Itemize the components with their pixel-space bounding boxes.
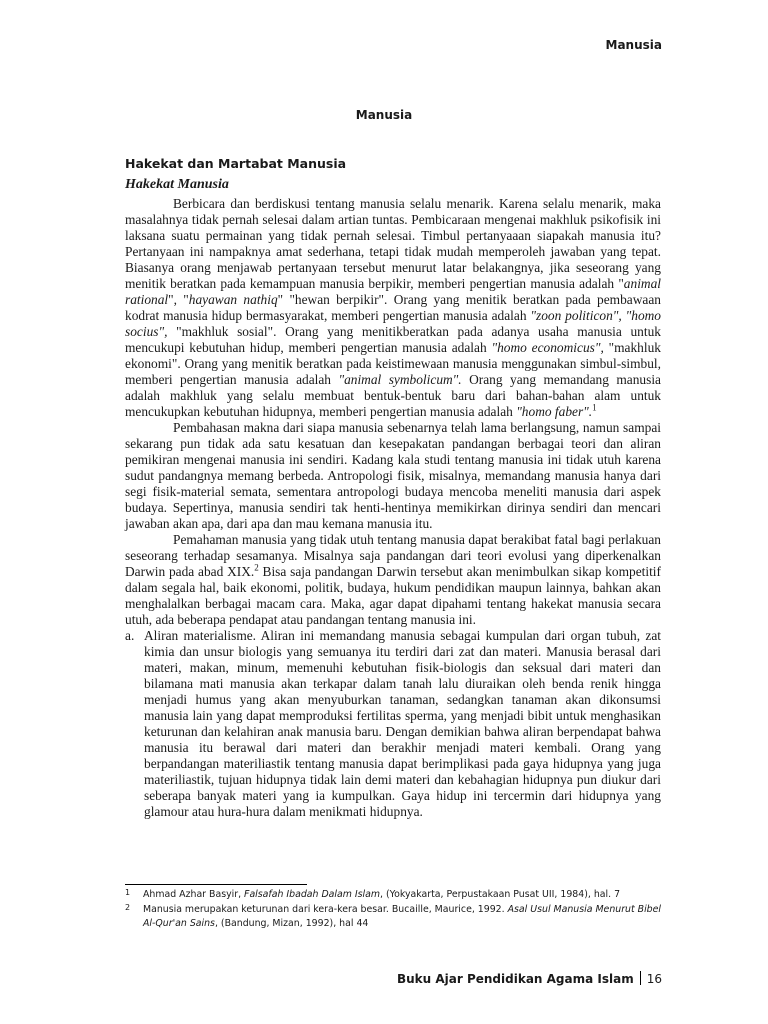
footnote-text: Ahmad Azhar Basyir, <box>143 889 245 900</box>
footnote-number: 1 <box>125 888 131 897</box>
list-marker: a. <box>125 628 135 643</box>
text-run: "makhluk ekonomi". Orang yang menitik beratkan pada keistimewaan manusia menggunakan simbul-simbul, memberi pengertian manusia adalah <box>125 340 661 387</box>
footnote-2 <box>125 903 661 932</box>
paragraph-3 <box>125 532 661 628</box>
italic-term: "homo faber". <box>516 404 593 419</box>
paragraph-2: Pembahasan makna dari siapa manusia sebenarnya telah lama berlangsung, namun sampai sekarang pun tidak ada satu kesatuan dan kesepakatan pandangan berbagai teori dan aliran pemikiran mengenai manusia ini sendiri. Kadang kala studi tentang manusia ini tidak utuh karena sudut pandangnya memang berbeda. Antropologi fisik, misalnya, memandang manusia hanya dari segi fisik-material semata, sementara antropologi budaya mencoba meneliti manusia dari aspek budaya. Sepertinya, manusia sendiri tak henti-hentinya memikirkan dirinya sendiri dan mencari jawaban akan apa, dari apa dan mau kemana manusia itu. <box>125 420 661 531</box>
italic-term: animal rational <box>125 276 661 307</box>
footnote-divider <box>125 884 307 885</box>
subsection-heading: Hakekat Manusia <box>125 177 229 192</box>
footnote-ref-2[interactable]: 2 <box>254 562 259 573</box>
footnote-1 <box>125 888 661 903</box>
footnote-text: , (Bandung, Mizan, 1992), hal 44 <box>214 918 369 929</box>
italic-term: "homo economicus", <box>491 340 604 355</box>
page-footer <box>397 971 662 986</box>
footer-divider <box>640 971 641 985</box>
text-run: Pemahaman manusia yang tidak utuh tentang manusia dapat berakibat fatal bagi perlakuan seseorang terhadap sesamanya. Misalnya saja pandangan dari teori evolusi yang diperkenalkan Darwin pada abad XIX. <box>125 532 661 579</box>
italic-term: "zoon politicon", "homo socius", <box>125 308 662 339</box>
footnote-italic: Asal Usul Manusia Menurut Bibel Al-Qur'an Sains <box>143 903 662 929</box>
list-item <box>125 628 661 820</box>
footnote-block <box>125 888 661 932</box>
footnote-ref-1[interactable]: 1 <box>592 402 597 413</box>
text-run: Orang yang memandang manusia adalah makhluk yang selalu membuat bentuk-bentuk baru dari bahan-bahan alam untuk mencukupkan kebutuhan hidupnya, memberi pengertian manusia adalah <box>125 372 661 419</box>
book-title: Buku Ajar Pendidikan Agama Islam <box>396 972 634 986</box>
footnote-text: Manusia merupakan keturunan dari kera-kera besar. Bucaille, Maurice, 1992. <box>143 903 508 915</box>
list-item-text: Aliran materialisme. Aliran ini memandang manusia sebagai kumpulan dari organ tubuh, zat kimia dan unsur biologis yang semuanya itu terdiri dari zat dan materi. Manusia berasal dari materi, makan, minum, memenuhi kebutuhan fisik-biologis dan seksual dari materi dan bilamana mati manusia akan terkapar dalam tanah lalu diuraikan oleh benda renik hingga menjadi humus yang akan menyuburkan tanaman, sedangkan tanaman akan dikonsumsi manusia lain yang dapat memproduksi fertilitas sperma, yang menjadi bibit untuk menghasikan keturunan dan kelahiran anak manusia baru. Dengan demikian bahwa aliran berpendapat bahwa manusia itu berawal dari materi dan berakhir menjadi materi kembali. Orang yang berpandangan materiliastik tentang manusia dapat berimplikasi pada gaya hidupnya yang juga materiliastik, tujuan hidupnya tidak lain demi materi dan kebahagian hidupnya pun diukur dari seberapa banyak materi yang ia kumpulkan. Gaya hidup ini tercermin dari hidupnya yang glamour atau hura-hura dalam menikmati hidupnya. <box>144 628 661 819</box>
body-text <box>125 196 661 820</box>
page-number: 16 <box>646 972 662 986</box>
text-run: Bisa saja pandangan Darwin tersebut akan menimbulkan sikap kompetitif dalam segala hal, baik ekonomi, politik, budaya, hukum pendidikan maupun lainnya, bahkan akan menghalalkan berbagai macam cara. Maka, agar dapat dipahami tentang hakekat manusia secara utuh, ada beberapa pendapat atau pandangan tentang manusia ini. <box>125 564 661 627</box>
text-run: " "hewan berpikir". Orang yang menitik beratkan pada pembawaan kodrat manusia hidup bermasyarakat, memberi pengertian manusia adalah <box>125 292 661 323</box>
views-list <box>125 628 661 820</box>
text-run: "makhluk sosial". Orang yang menitikberatkan pada adanya usaha manusia untuk mencukupi kebutuhan hidup, memberi pengertian manusia adalah <box>125 324 661 355</box>
page-title: Manusia <box>355 108 413 122</box>
text-run: Berbicara dan berdiskusi tentang manusia selalu menarik. Karena selalu menarik, maka masalahnya tidak pernah selesai dalam artian tuntas. Pembicaraan mengenai makhluk psikofisik ini laksana suatu permainan yang tidak pernah selesai. Timbul pertanyaaan siapakah manusia itu? Pertanyaan ini nampaknya amat sederhana, tetapi tidak mudah memperoleh jawaban yang tepat. Biasanya orang menjawab pertanyaan tersebut menurut latar belakangnya, jika seseorang yang menitik beratkan pada kemampuan manusia berpikir, memberi pengertian manusia adalah " <box>125 196 661 291</box>
paragraph-1 <box>125 196 661 420</box>
italic-term: hayawan nathiq <box>188 292 278 307</box>
running-head: Manusia <box>605 38 662 52</box>
footnote-number: 2 <box>125 902 131 912</box>
text-run: ", " <box>168 292 189 307</box>
italic-term: "animal symbolicum". <box>338 372 462 387</box>
footnote-italic: Falsafah Ibadah Dalam Islam <box>244 889 381 900</box>
section-heading: Hakekat dan Martabat Manusia <box>125 156 347 171</box>
footnote-text: , (Yokyakarta, Perpustakaan Pusat UII, 1984), hal. 7 <box>380 889 621 900</box>
